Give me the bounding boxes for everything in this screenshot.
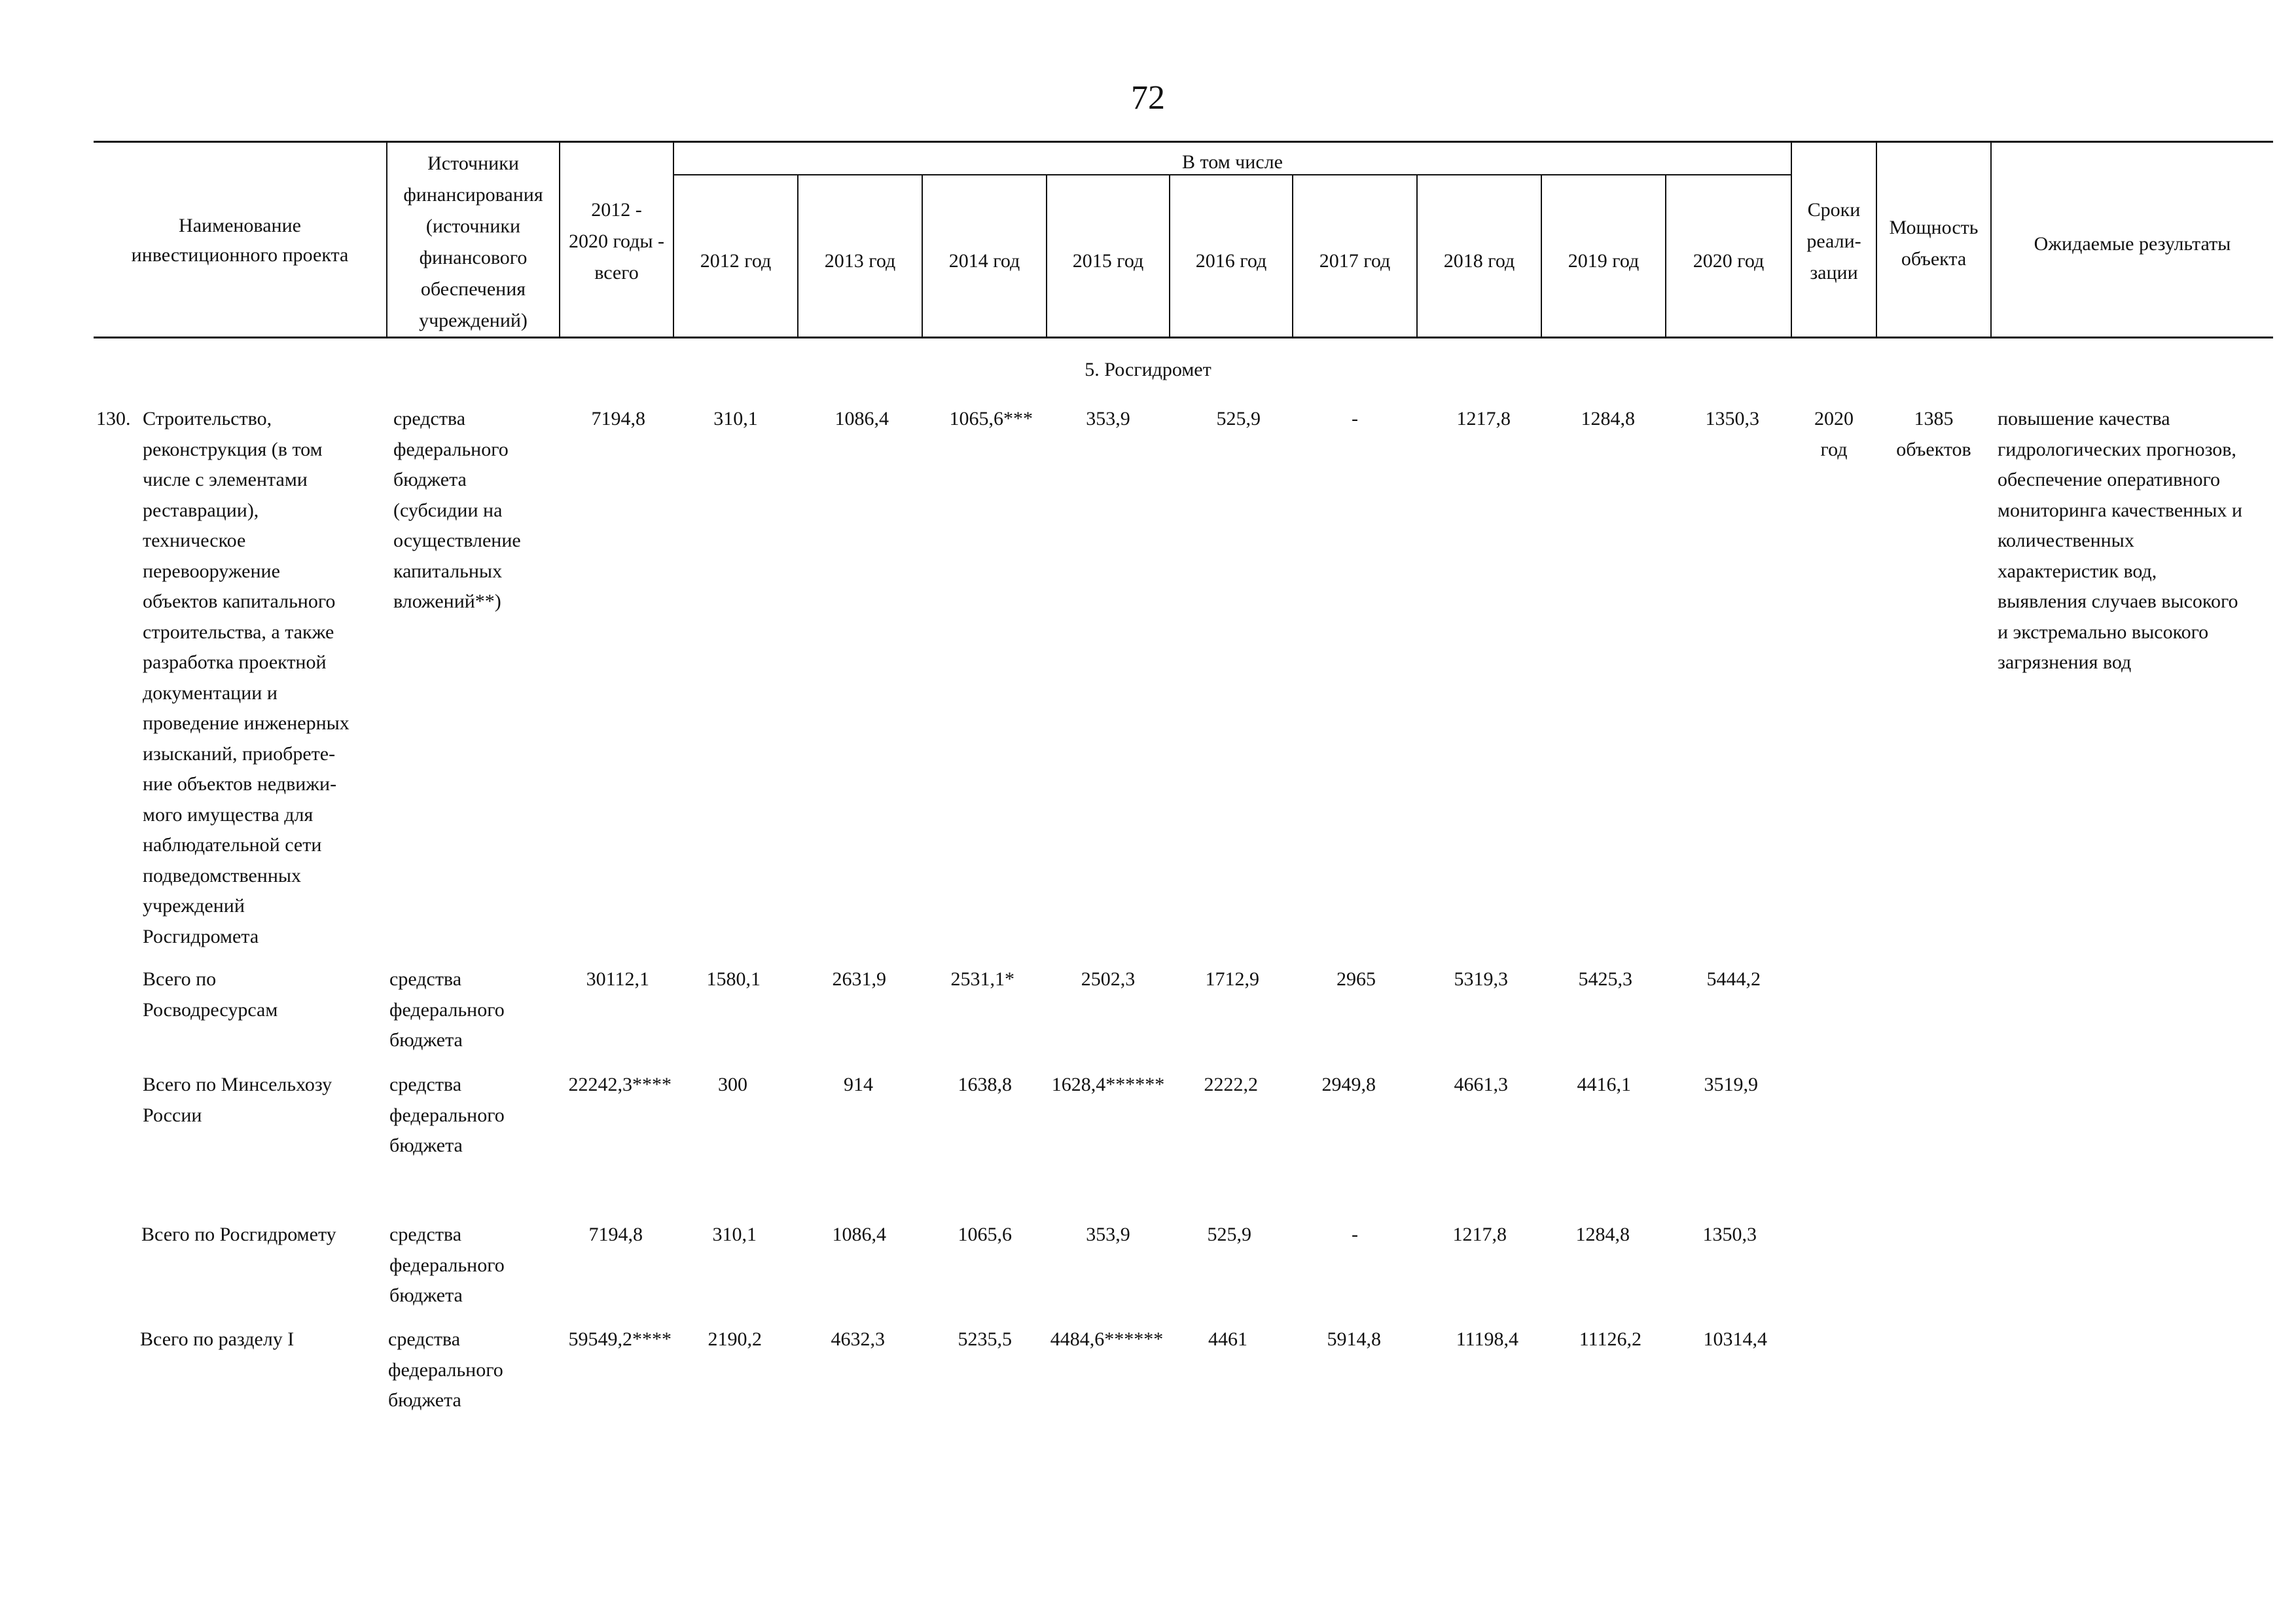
header-year-2012: 2012 год — [700, 250, 772, 272]
value-2017: 2965 — [1336, 968, 1376, 990]
value-2013: 1086,4 — [834, 408, 889, 429]
value-2014: 1638,8 — [958, 1074, 1012, 1095]
project-name: Всего по Минсельхозу России — [143, 1074, 332, 1126]
header-bottom-rule — [94, 337, 2273, 338]
header-year-2014: 2014 год — [948, 250, 1020, 272]
header-year-2017: 2017 год — [1319, 250, 1391, 272]
project-name: Всего по Росводресурсам — [143, 968, 278, 1021]
header-sources: Источники финансирования (источники финансового обеспечения учреждений) — [403, 153, 543, 331]
value-2015: 353,9 — [1086, 1224, 1130, 1245]
total-value: 59549,2**** — [568, 1328, 672, 1350]
value-2013: 914 — [844, 1074, 873, 1095]
header-deadline: Сроки реали- зации — [1806, 199, 1861, 283]
value-2020: 1350,3 — [1702, 1224, 1757, 1245]
total-value: 30112,1 — [586, 968, 649, 990]
value-2014: 1065,6*** — [949, 408, 1033, 429]
total-value: 22242,3**** — [568, 1074, 672, 1095]
value-2014: 1065,6 — [958, 1224, 1012, 1245]
project-name: Строительство, реконструкция (в том числе с элементами реставрации), техническое перевооружение объектов капитального строительства, а также разработка проектной документации и проведение инженерных изысканий, приобрете- ние объектов недвижи- мого имущества для наблюдательной сети подведомственных учреждений Росгидромета — [143, 408, 350, 947]
value-2015: 2502,3 — [1081, 968, 1136, 990]
header-year-2016: 2016 год — [1195, 250, 1267, 272]
value-2020: 1350,3 — [1705, 408, 1759, 429]
value-2012: 310,1 — [712, 1224, 757, 1245]
value-2015: 4484,6****** — [1050, 1328, 1164, 1350]
header-capacity: Мощность объекта — [1889, 217, 1979, 270]
value-2016: 4461 — [1208, 1328, 1247, 1350]
value-2019: 1284,8 — [1575, 1224, 1630, 1245]
value-2012: 300 — [718, 1074, 747, 1095]
funding-source: средства федерального бюджета — [389, 1224, 505, 1306]
header-year-2013: 2013 год — [824, 250, 896, 272]
header-including: В том числе — [1182, 151, 1283, 173]
header-year-2020: 2020 год — [1693, 250, 1765, 272]
value-2018: 11198,4 — [1456, 1328, 1518, 1350]
value-2012: 310,1 — [713, 408, 758, 429]
value-2015: 353,9 — [1086, 408, 1130, 429]
total-value: 7194,8 — [591, 408, 645, 429]
value-2014: 2531,1* — [950, 968, 1014, 990]
value-2016: 525,9 — [1207, 1224, 1251, 1245]
value-2019: 11126,2 — [1579, 1328, 1641, 1350]
value-2017: 5914,8 — [1327, 1328, 1381, 1350]
value-2015: 1628,4****** — [1051, 1074, 1165, 1095]
funding-source: средства федерального бюджета — [389, 1074, 505, 1156]
total-value: 7194,8 — [588, 1224, 643, 1245]
page-number: 72 — [1131, 79, 1165, 117]
value-2020: 3519,9 — [1704, 1074, 1758, 1095]
value-2013: 4632,3 — [831, 1328, 885, 1350]
value-2012: 1580,1 — [706, 968, 761, 990]
value-2017: - — [1352, 1224, 1358, 1245]
header-top-rule — [94, 141, 2273, 143]
funding-source: средства федерального бюджета — [388, 1328, 503, 1411]
value-2013: 1086,4 — [832, 1224, 886, 1245]
header-total: 2012 - 2020 годы - всего — [568, 199, 665, 283]
value-2014: 5235,5 — [958, 1328, 1012, 1350]
header-year-2015: 2015 год — [1072, 250, 1144, 272]
header-year-2019: 2019 год — [1568, 250, 1640, 272]
value-2016: 1712,9 — [1205, 968, 1259, 990]
value-2020: 5444,2 — [1706, 968, 1761, 990]
value-2020: 10314,4 — [1703, 1328, 1767, 1350]
deadline: 2020 год — [1814, 408, 1854, 460]
value-2017: 2949,8 — [1321, 1074, 1376, 1095]
project-name: Всего по Росгидромету — [141, 1224, 336, 1245]
expected-results: повышение качества гидрологических прогнозов, обеспечение оперативного мониторинга качественных и количественных характеристик вод, выявления случаев высокого и экстремально высокого загрязнения вод — [1998, 408, 2242, 673]
section-title: 5. Росгидромет — [1085, 359, 1211, 380]
header-year-2018: 2018 год — [1443, 250, 1515, 272]
row-number: 130. — [96, 408, 131, 429]
value-2019: 5425,3 — [1578, 968, 1632, 990]
value-2016: 2222,2 — [1204, 1074, 1258, 1095]
value-2017: - — [1352, 408, 1358, 429]
value-2018: 5319,3 — [1454, 968, 1508, 990]
value-2018: 1217,8 — [1456, 408, 1511, 429]
funding-source: средства федерального бюджета — [389, 968, 505, 1051]
value-2018: 4661,3 — [1454, 1074, 1508, 1095]
funding-source: средства федерального бюджета (субсидии на осуществление капитальных вложений**) — [393, 408, 521, 612]
header-project-name: Наименование инвестиционного проекта — [131, 215, 349, 266]
value-2018: 1217,8 — [1452, 1224, 1507, 1245]
value-2019: 4416,1 — [1577, 1074, 1631, 1095]
capacity: 1385 объектов — [1896, 408, 1971, 460]
project-name: Всего по разделу I — [140, 1328, 295, 1350]
value-2012: 2190,2 — [708, 1328, 762, 1350]
value-2019: 1284,8 — [1581, 408, 1635, 429]
value-2013: 2631,9 — [832, 968, 886, 990]
header-results: Ожидаемые результаты — [2034, 233, 2231, 255]
value-2016: 525,9 — [1216, 408, 1261, 429]
